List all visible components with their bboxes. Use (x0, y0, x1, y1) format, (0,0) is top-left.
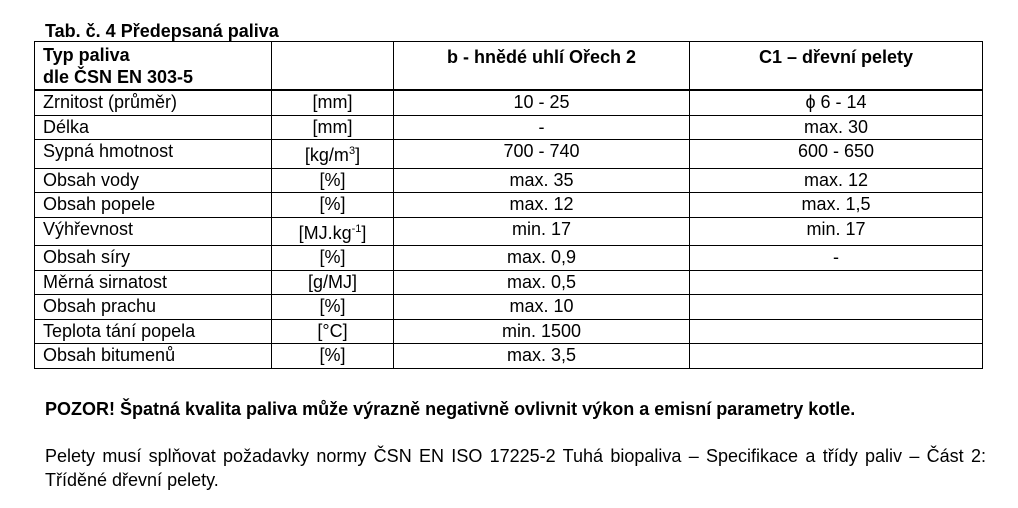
row-parameter-name: Obsah síry (35, 246, 272, 271)
row-wood-pellets-value: max. 12 (690, 168, 983, 193)
header-fuel-type-line2: dle ČSN EN 303-5 (43, 67, 194, 87)
table-row (35, 140, 983, 169)
table-row (35, 344, 983, 369)
row-parameter-name: Délka (35, 115, 272, 140)
unit-exponent: 3 (348, 145, 356, 157)
row-wood-pellets-value: 600 - 650 (690, 140, 983, 169)
row-unit: [g/MJ] (272, 270, 394, 295)
header-unit (272, 42, 394, 91)
header-fuel-type-line1: Typ paliva (43, 45, 130, 65)
row-unit (272, 217, 394, 246)
row-unit: [%] (272, 246, 394, 271)
row-unit: [%] (272, 295, 394, 320)
table-row (35, 319, 983, 344)
row-brown-coal-value: max. 3,5 (394, 344, 690, 369)
row-brown-coal-value: 700 - 740 (394, 140, 690, 169)
row-wood-pellets-value (690, 344, 983, 369)
quality-warning: POZOR! Špatná kvalita paliva může výrazně negativně ovlivnit výkon a emisní parametry kotle. (45, 399, 856, 419)
table-row (35, 168, 983, 193)
row-unit (272, 140, 394, 169)
row-brown-coal-value: 10 - 25 (394, 90, 690, 115)
row-parameter-name: Obsah popele (35, 193, 272, 218)
row-brown-coal-value: max. 0,9 (394, 246, 690, 271)
table-row (35, 246, 983, 271)
unit-base: [MJ.kg (298, 222, 352, 243)
table-row (35, 193, 983, 218)
table-row (35, 270, 983, 295)
row-parameter-name: Obsah prachu (35, 295, 272, 320)
row-brown-coal-value: max. 35 (394, 168, 690, 193)
row-parameter-name: Měrná sirnatost (35, 270, 272, 295)
row-brown-coal-value: min. 1500 (394, 319, 690, 344)
row-wood-pellets-value (690, 295, 983, 320)
row-wood-pellets-value: max. 1,5 (690, 193, 983, 218)
row-unit: [mm] (272, 90, 394, 115)
unit-base: [kg/m (304, 145, 349, 165)
row-brown-coal-value: max. 0,5 (394, 270, 690, 295)
row-parameter-name: Obsah vody (35, 168, 272, 193)
pellet-standard-note: Pelety musí splňovat požadavky normy ČSN EN ISO 17225-2 Tuhá biopaliva – Specifikace a třídy paliv – Část 2: Tříděné dřevní pelety. (45, 446, 986, 490)
row-parameter-name: Obsah bitumenů (35, 344, 272, 369)
header-brown-coal: b - hnědé uhlí Ořech 2 (394, 42, 690, 91)
table-row (35, 115, 983, 140)
row-wood-pellets-value: ϕ 6 - 14 (690, 90, 983, 115)
row-unit: [mm] (272, 115, 394, 140)
row-brown-coal-value: max. 12 (394, 193, 690, 218)
header-wood-pellets: C1 – dřevní pelety (690, 42, 983, 91)
table-body (35, 90, 983, 368)
row-wood-pellets-value: - (690, 246, 983, 271)
row-unit: [%] (272, 193, 394, 218)
fuel-spec-table (34, 41, 983, 369)
unit-close: ] (355, 145, 361, 165)
row-wood-pellets-value: min. 17 (690, 217, 983, 246)
header-fuel-type (35, 42, 272, 91)
row-parameter-name: Zrnitost (průměr) (35, 90, 272, 115)
row-brown-coal-value: min. 17 (394, 217, 690, 246)
row-wood-pellets-value (690, 319, 983, 344)
row-wood-pellets-value (690, 270, 983, 295)
row-parameter-name: Výhřevnost (35, 217, 272, 246)
row-unit: [°C] (272, 319, 394, 344)
row-brown-coal-value: max. 10 (394, 295, 690, 320)
table-header-row (35, 42, 983, 91)
row-parameter-name: Teplota tání popela (35, 319, 272, 344)
table-row (35, 295, 983, 320)
row-wood-pellets-value: max. 30 (690, 115, 983, 140)
unit-close: ] (361, 222, 367, 243)
table-caption: Tab. č. 4 Předepsaná paliva (45, 21, 279, 41)
row-brown-coal-value: - (394, 115, 690, 140)
table-row (35, 217, 983, 246)
unit-exponent: -1 (351, 222, 362, 235)
table-row (35, 90, 983, 115)
row-unit: [%] (272, 168, 394, 193)
row-parameter-name: Sypná hmotnost (35, 140, 272, 169)
row-unit: [%] (272, 344, 394, 369)
